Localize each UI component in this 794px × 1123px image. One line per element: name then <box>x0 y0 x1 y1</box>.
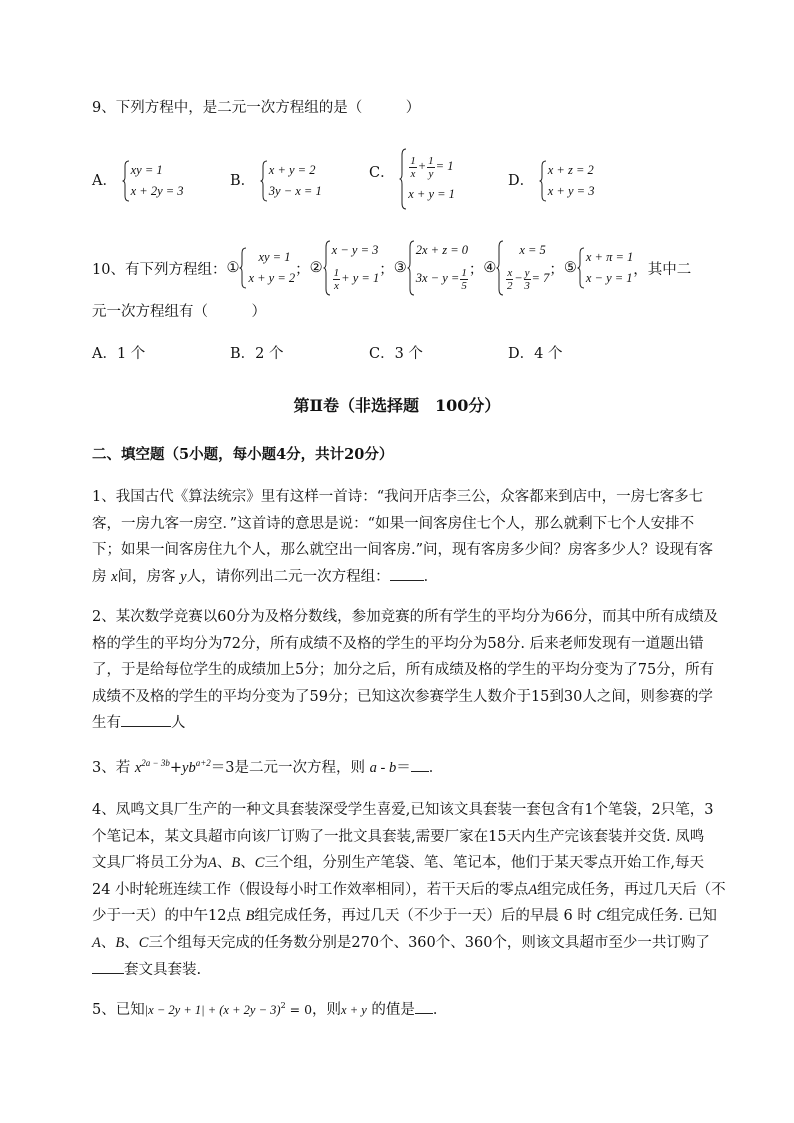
q10-option-d[interactable]: D．4 个 <box>508 346 563 362</box>
q9-option-c-label: C． <box>369 165 395 181</box>
q10-system-1: xy = 1 x + y = 2 <box>239 247 295 289</box>
q9-option-a-system: xy = 1 x + 2y = 3 <box>122 160 184 202</box>
question-9-stem: 9、下列方程中，是二元一次方程组的是（ ） <box>92 100 421 116</box>
question-10-stem: 10、有下列方程组： ① xy = 1 x + y = 2 ； ② x − y = 3 $\frac{1}{x}$ + y = 1 ； ③ 2x + z = 0 3x − y = $\frac{1}{5}$ ； ④ x = 5 $\frac{x}{2}$ − $\frac{y}{3}$ = 7 ； ⑤ x + π = 1 x − y = 1 ，其中二 <box>92 238 691 298</box>
part-2-title: 第Ⅱ卷（非选择题 100分） <box>293 396 501 415</box>
q9-option-c[interactable] <box>369 148 455 210</box>
problem-5: 5、已知$|x - 2y + 1| + (x + 2y - 3)^2 = 0$，则x + y 的值是 ． <box>92 992 732 1024</box>
q9-option-d-label: D． <box>508 173 535 189</box>
problem-4: 4、凤鸣文具厂生产的一种文具套装深受学生喜爱,已知该文具套装一套包含有1个笔袋，2只笔，3 个笔记本，某文具超市向该厂订购了一批文具套装,需要厂家在15天内生产完该套装并交货. 凤鸣 文具厂将员工分为A、B、C三个组，分别生产笔袋、笔、笔记本，他们于某天零点开始工作,每天 24 小时轮班连续工作（假设每小时工作效率相同），若干天后的零点A组完成任务，再过几天后（不 少于一天）的中午12点 B组完成任务，再过几天（不少于一天）后的早晨 6 时 C组完成任务. 已知 A、B、C三个组每天完成的任务数分别是270个、360个、360个，则该文具超市至少一共订购了 套文具套装. <box>92 802 726 978</box>
answer-blank[interactable] <box>411 757 429 772</box>
answer-blank[interactable] <box>92 959 124 974</box>
q9-option-b-label: B． <box>230 173 256 189</box>
q10-system-3: 2x + z = 0 3x − y = $\frac{1}{5}$ <box>407 240 469 296</box>
brace-icon <box>496 240 504 296</box>
brace-icon <box>323 240 331 296</box>
brace-icon <box>577 247 585 289</box>
answer-blank[interactable] <box>390 566 424 581</box>
q9-option-d[interactable] <box>508 160 594 202</box>
brace-icon <box>407 240 415 296</box>
q9-option-b[interactable] <box>230 160 322 202</box>
q9-option-a[interactable] <box>92 160 184 202</box>
q9-option-a-label: A． <box>92 173 117 189</box>
problem-1: 1、我国古代《算法统宗》里有这样一首诗：“我问开店李三公，众客都来到店中，一房七客多七 客，一房九客一房空．”这首诗的意思是说：“如果一间客房住七个人，那么就剩下七个人安排不 下；如果一间客房住九个人，那么就空出一间客房.”问，现有客房多少间？房客多少人？设现有客 房 x间，房客 y人，请你列出二元一次方程组： ． <box>92 489 714 585</box>
q9-option-c-system: $\frac{1}{x}$ + $\frac{1}{y}$ = 1 x + y = 1 <box>399 148 455 210</box>
problem-3: 3、若 $x^{2a - 3b}+yb^{a+2}=3$是二元一次方程，则 a - b＝ ． <box>92 758 444 776</box>
q9-option-b-system: x + y = 2 3y − x = 1 <box>260 160 322 202</box>
brace-icon <box>239 247 247 289</box>
answer-blank[interactable] <box>121 712 171 727</box>
q10-option-a[interactable]: A．1 个 <box>92 346 146 362</box>
q9-option-d-system: x + z = 2 x + y = 3 <box>539 160 595 202</box>
q10-option-b[interactable]: B．2 个 <box>230 346 284 362</box>
brace-icon <box>539 160 547 202</box>
brace-icon <box>122 160 130 202</box>
question-10-stem-line2: 元一次方程组有（ ） <box>92 304 266 320</box>
problem-2: 2、某次数学竞赛以60分为及格分数线，参加竞赛的所有学生的平均分为66分，而其中所有成绩及 格的学生的平均分为72分，所有成绩不及格的学生的平均分为58分. 后来老师发现有一道题出错 了，于是给每位学生的成绩加上5分；加分之后，所有成绩及格的学生的平均分变为了75分，所有 成绩不及格的学生的平均分变为了59分；已知这次参赛学生人数介于15到30人之间，则参赛的学 生有 人 <box>92 609 719 731</box>
brace-icon <box>260 160 268 202</box>
answer-blank[interactable] <box>415 999 433 1014</box>
q10-system-5: x + π = 1 x − y = 1 <box>577 247 633 289</box>
q10-system-2: x − y = 3 $\frac{1}{x}$ + y = 1 <box>323 240 380 296</box>
q10-option-c[interactable]: C．3 个 <box>369 346 423 362</box>
q10-system-4: x = 5 $\frac{x}{2}$ − $\frac{y}{3}$ = 7 <box>496 240 549 296</box>
section-title: 二、填空题（5小题，每小题4分，共计20分） <box>92 446 394 463</box>
brace-icon <box>399 148 407 210</box>
